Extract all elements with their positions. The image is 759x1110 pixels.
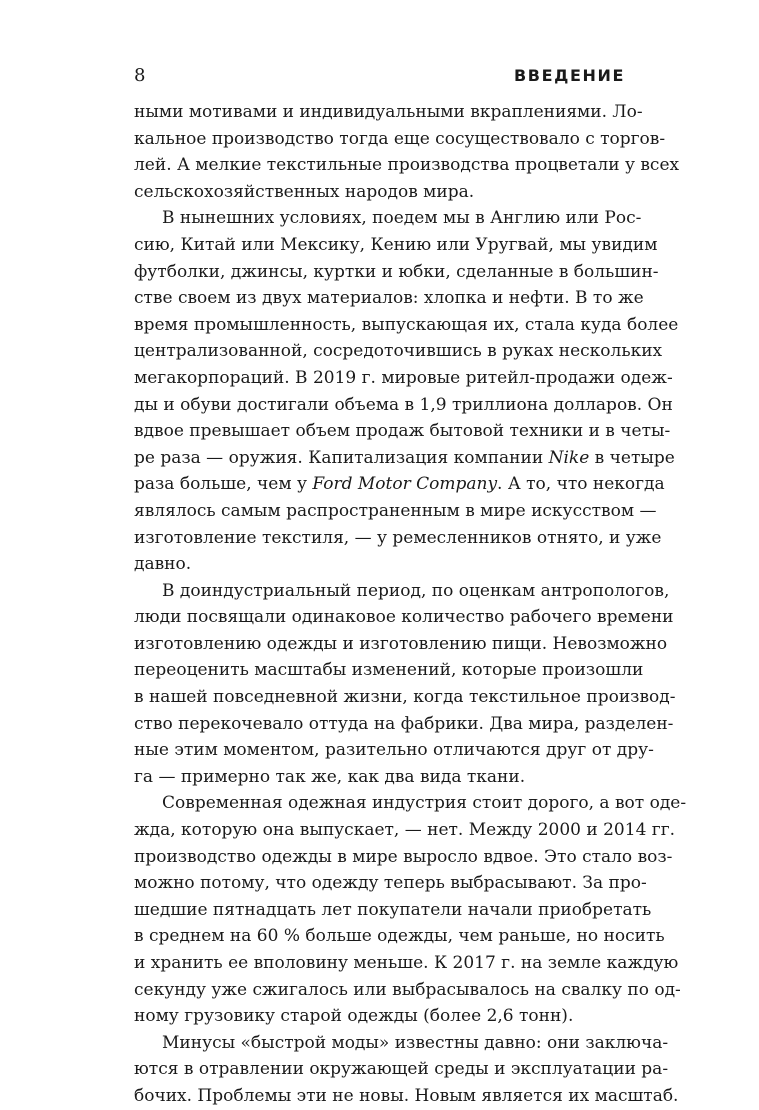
text-line: и хранить ее вполовину меньше. К 2017 г. на земле каждую [134,953,679,973]
page-number: 8 [134,65,146,86]
text-line: жда, которую она выпускает, — нет. Между 2000 и 2014 гг. [134,820,676,841]
text-line: бочих. Проблемы эти не новы. Новым является их масштаб. [134,1085,679,1106]
text-line: сию, Китай или Мексику, Кению или Уругвай, мы увидим [134,234,658,255]
text-line [134,445,675,472]
text-line: в среднем на 60 % больше одежды, чем раньше, но носить [134,926,665,947]
text-line: время промышленность, выпускающая их, стала куда более [134,314,679,335]
text-line: являлось самым распространенным в мире искусством — [134,500,657,521]
text-line: ные этим моментом, разительно отличаются друг от дру- [134,740,654,761]
text-line: Минусы «быстрой моды» известны давно: они заключа- [162,1032,669,1053]
text-line: стве своем из двух материалов: хлопка и нефти. В то же [134,288,644,309]
text-line: ство перекочевало оттуда на фабрики. Два мира, разделен- [134,713,674,734]
text-fragment: . А то, что некогда [497,474,665,495]
text-line: га — примерно так же, как два вида ткани. [134,766,526,787]
text-fragment: ре раза — оружия. Капитализация компании [134,447,549,468]
text-line: централизованной, сосредоточившись в руках нескольких [134,341,663,362]
text-line: вдвое превышает объем продаж бытовой техники и в четы- [134,421,671,442]
text-line: Современная одежная индустрия стоит дорого, а вот оде- [162,793,687,814]
text-line: ному грузовику старой одежды (более 2,6 тонн). [134,1006,574,1027]
text-line: мегакорпораций. В 2019 г. мировые ритейл-продажи одеж- [134,367,673,388]
text-line: производство одежды в мире выросло вдвое. Это стало воз- [134,846,673,867]
text-line: ды и обуви достигали объема в 1,9 триллиона долларов. Он [134,394,673,415]
text-line: изготовление текстиля, — у ремесленников отнято, и уже [134,527,662,548]
text-line: ются в отравлении окружающей среды и эксплуатации ра- [134,1059,669,1080]
company-name-ford: Ford Motor Company [312,474,498,495]
text-line: можно потому, что одежду теперь выбрасывают. За про- [134,873,647,894]
section-title: ВВЕДЕНИЕ [513,66,625,85]
text-line: секунду уже сжигалось или выбрасывалось на свалку по од- [134,979,681,1000]
text-fragment: в четыре [589,447,675,468]
text-line: футболки, джинсы, куртки и юбки, сделанные в большин- [134,261,659,282]
text-line: сельскохозяйственных народов мира. [134,181,475,202]
company-name-nike: Nike [548,447,590,468]
text-line: лей. А мелкие текстильные производства процветали у всех [134,155,680,176]
text-line: В доиндустриальный период, по оценкам антропологов, [162,580,670,601]
text-line: люди посвящали одинаковое количество рабочего времени [134,607,674,628]
text-line: шедшие пятнадцать лет покупатели начали приобретать [134,899,652,920]
text-line: ными мотивами и индивидуальными вкраплениями. Ло- [134,102,643,122]
text-line: в нашей повседневной жизни, когда текстильное производ- [134,687,676,708]
running-head [134,63,625,89]
text-line: изготовлению одежды и изготовлению пищи. Невозможно [134,633,668,654]
text-line [134,471,665,498]
text-fragment: раза больше, чем у [134,474,313,495]
body-text [134,99,687,1110]
text-line: давно. [134,554,192,575]
text-line: переоценить масштабы изменений, которые произошли [134,660,644,681]
text-line: кальное производство тогда еще сосуществовало с торгов- [134,128,666,149]
text-line: В нынешних условиях, поедем мы в Англию или Рос- [162,208,642,229]
